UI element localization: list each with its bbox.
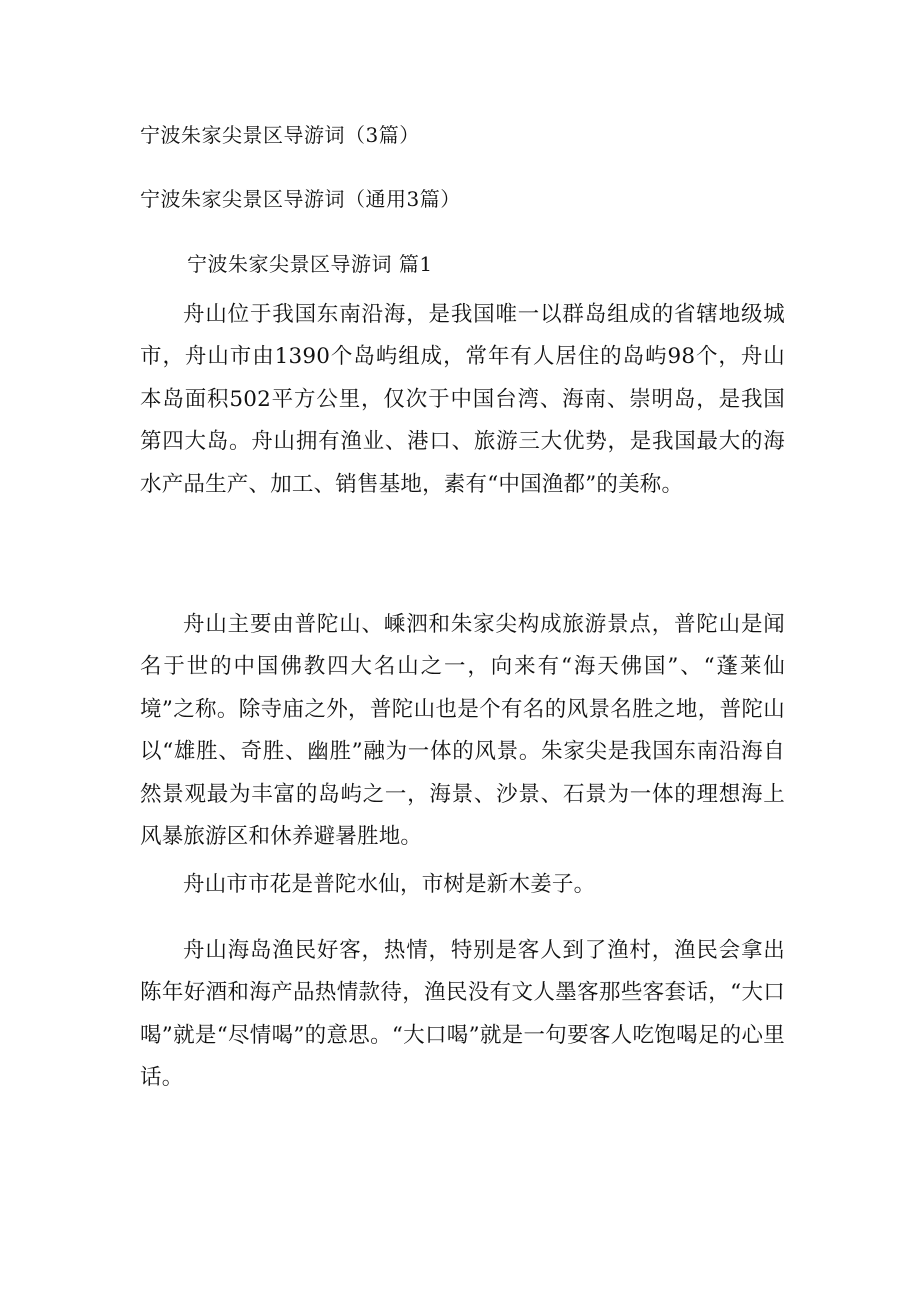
document-title: 宁波朱家尖景区导游词（3篇） xyxy=(140,123,420,147)
section-heading: 宁波朱家尖景区导游词 篇1 xyxy=(187,252,433,276)
paragraph-1: 舟山位于我国东南沿海，是我国唯一以群岛组成的省辖地级城市，舟山市由1390个岛屿组成，常年有人居住的岛屿98个，舟山本岛面积502平方公里，仅次于中国台湾、海南、崇明岛，是我国第四大岛。舟山拥有渔业、港口、旅游三大优势，是我国最大的海水产品生产、加工、销售基地，素有“中国渔都”的美称。 xyxy=(140,302,785,497)
paragraph-4: 舟山海岛渔民好客，热情，特别是客人到了渔村，渔民会拿出陈年好酒和海产品热情款待，渔民没有文人墨客那些客套话，“大口喝”就是“尽情喝”的意思。“大口喝”就是一句要客人吃饱喝足的心里话。 xyxy=(140,938,785,1091)
document-subtitle: 宁波朱家尖景区导游词（通用3篇） xyxy=(140,187,461,211)
paragraph-3: 舟山市市花是普陀水仙，市树是新木姜子。 xyxy=(183,872,596,897)
paragraph-2: 舟山主要由普陀山、嵊泗和朱家尖构成旅游景点，普陀山是闻名于世的中国佛教四大名山之一，向来有“海天佛国”、“蓬莱仙境”之称。除寺庙之外，普陀山也是个有名的风景名胜之地，普陀山以“雄胜、奇胜、幽胜”融为一体的风景。朱家尖是我国东南沿海自然景观最为丰富的岛屿之一，海景、沙景、石景为一体的理想海上风暴旅游区和休养避暑胜地。 xyxy=(140,612,785,850)
